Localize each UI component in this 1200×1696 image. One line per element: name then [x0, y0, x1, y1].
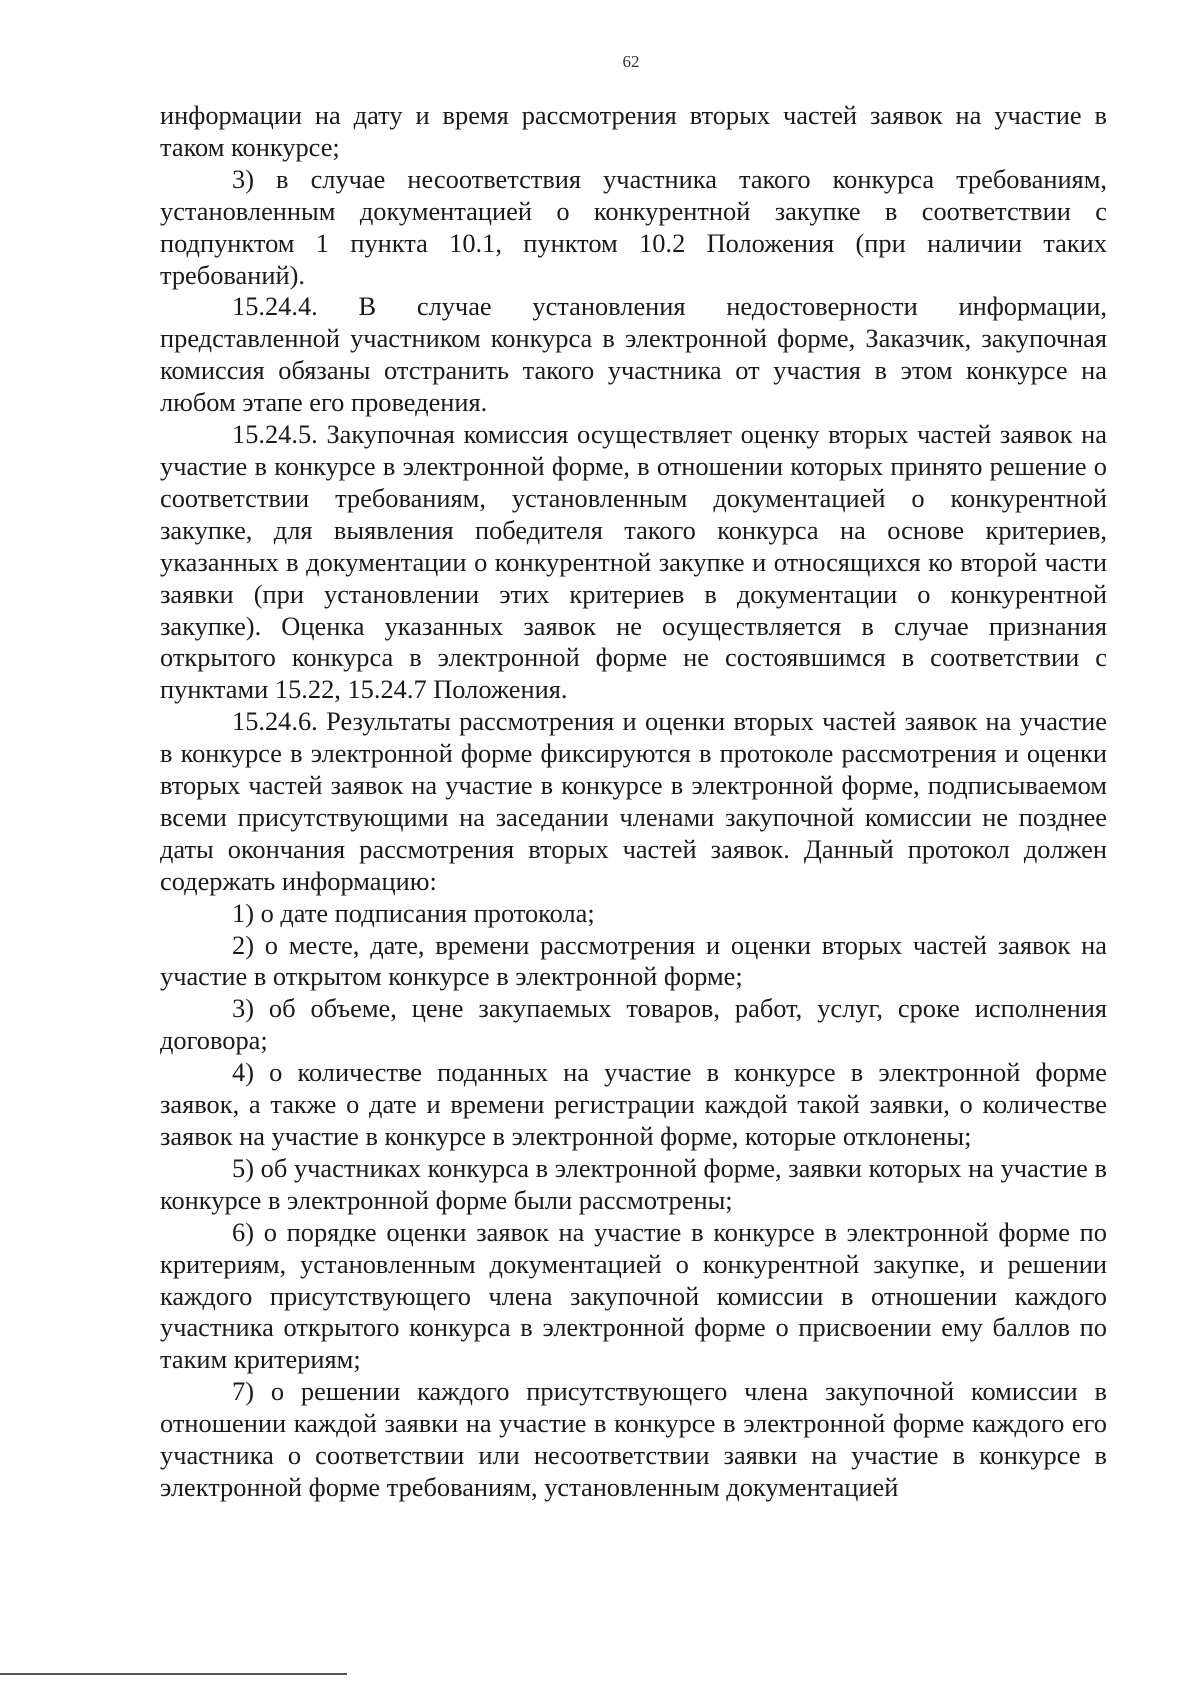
list-item: 3) об объеме, цене закупаемых товаров, работ, услуг, сроке исполнения договора;: [160, 993, 1107, 1056]
list-item: 5) об участниках конкурса в электронной форме, заявки которых на участие в конкурсе в электронной форме были рассмотрены;: [160, 1152, 1107, 1215]
footnote-separator-line: [0, 1673, 347, 1675]
paragraph-section-15-24-4: 15.24.4. В случае установления недостоверности информации, представленной участником конкурса в электронной форме, Заказчик, закупочная комиссия обязаны отстранить такого участника от участия в этом конкурсе на любом этапе его проведения.: [160, 291, 1107, 418]
list-item: 6) о порядке оценки заявок на участие в конкурсе в электронной форме по критериям, установленным документацией о конкурентной закупке, и решении каждого присутствующего члена закупочной комиссии в отношении каждого участника открытого конкурса в электронной форме о присвоении ему баллов по таким критериям;: [160, 1216, 1107, 1375]
list-item: 2) о месте, дате, времени рассмотрения и оценки вторых частей заявок на участие в открытом конкурсе в электронной форме;: [160, 929, 1107, 992]
list-item: 1) о дате подписания протокола;: [232, 897, 595, 928]
page-number: 62: [622, 52, 640, 71]
list-item: 4) о количестве поданных на участие в конкурсе в электронной форме заявок, а также о дате и времени регистрации каждой такой заявки, о количестве заявок на участие в конкурсе в электронной форме, которые отклонены;: [160, 1057, 1107, 1151]
paragraph: 3) в случае несоответствия участника такого конкурса требованиям, установленным документацией о конкурентной закупке в соответствии с подпунктом 1 пункта 10.1, пунктом 10.2 Положения (при наличии таких требований).: [160, 163, 1107, 290]
paragraph: информации на дату и время рассмотрения вторых частей заявок на участие в таком конкурсе;: [160, 100, 1107, 162]
list-item: 7) о решении каждого присутствующего члена закупочной комиссии в отношении каждой заявки на участие в конкурсе в электронной форме каждого его участника о соответствии или несоответствии заявки на участие в конкурсе в электронной форме требованиям, установленным документацией: [160, 1376, 1107, 1502]
paragraph-section-15-24-6: 15.24.6. Результаты рассмотрения и оценки вторых частей заявок на участие в конкурсе в электронной форме фиксируются в протоколе рассмотрения и оценки вторых частей заявок на участие в конкурсе в электронной форме, подписываемом всеми присутствующими на заседании членами закупочной комиссии не позднее даты окончания рассмотрения вторых частей заявок. Данный протокол должен содержать информацию:: [160, 706, 1107, 896]
document-body: [160, 100, 1107, 1504]
paragraph-section-15-24-5: 15.24.5. Закупочная комиссия осуществляет оценку вторых частей заявок на участие в конкурсе в электронной форме, в отношении которых принято решение о соответствии требованиям, установленным документацией о конкурентной закупке, для выявления победителя такого конкурса на основе критериев, указанных в документации о конкурентной закупке и относящихся ко второй части заявки (при установлении этих критериев в документации о конкурентной закупке). Оценка указанных заявок не осуществляется в случае признания открытого конкурса в электронной форме не состоявшимся в соответствии с пунктами 15.22, 15.24.7 Положения.: [160, 419, 1107, 705]
